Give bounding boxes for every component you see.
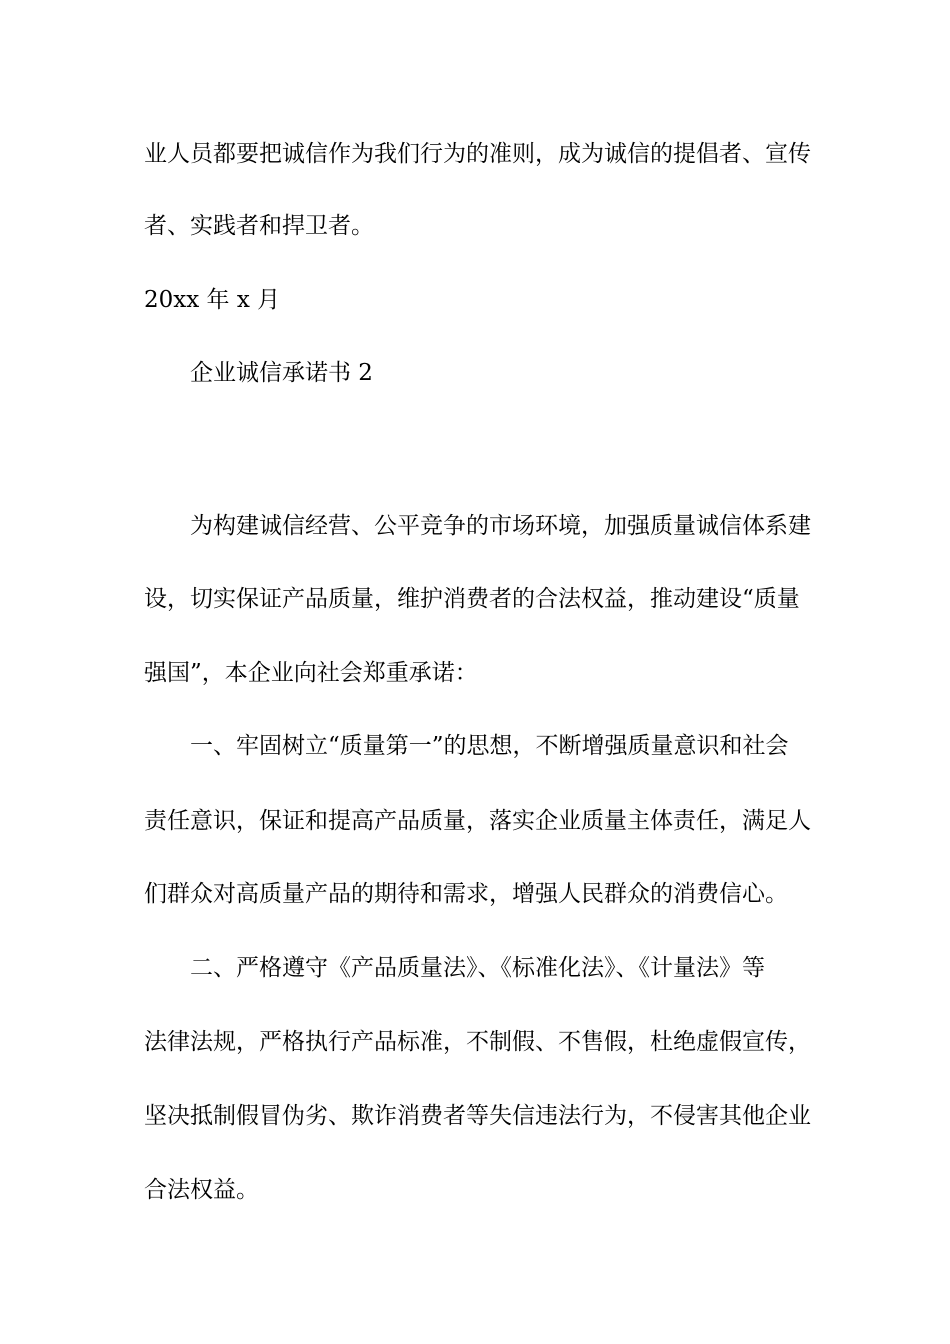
item2-line-1: 二、严格遵守《产品质量法》、《标准化法》、《计量法》等 xyxy=(190,955,765,981)
document-title: 企业诚信承诺书 2 xyxy=(190,360,373,386)
continuation-line-1: 业人员都要把诚信作为我们行为的准则，成为诚信的提倡者、宣传 xyxy=(144,141,811,167)
intro-line-2: 设，切实保证产品质量，维护消费者的合法权益，推动建设“质量 xyxy=(144,586,800,612)
date-line: 20xx 年 x 月 xyxy=(144,287,281,313)
item1-line-3: 们群众对高质量产品的期待和需求，增强人民群众的消费信心。 xyxy=(144,881,788,907)
item2-line-2: 法律法规，严格执行产品标准，不制假、不售假，杜绝虚假宣传， xyxy=(144,1029,811,1055)
item1-line-2: 责任意识，保证和提高产品质量，落实企业质量主体责任，满足人 xyxy=(144,808,811,834)
item2-line-3: 坚决抵制假冒伪劣、欺诈消费者等失信违法行为，不侵害其他企业 xyxy=(144,1103,811,1129)
item2-line-4: 合法权益。 xyxy=(144,1177,259,1203)
continuation-line-2: 者、实践者和捍卫者。 xyxy=(144,213,374,239)
intro-line-1: 为构建诚信经营、公平竞争的市场环境，加强质量诚信体系建 xyxy=(190,513,811,539)
intro-line-3: 强国”，本企业向社会郑重承诺： xyxy=(144,660,478,686)
item1-line-1: 一、牢固树立“质量第一”的思想，不断增强质量意识和社会 xyxy=(190,733,789,759)
